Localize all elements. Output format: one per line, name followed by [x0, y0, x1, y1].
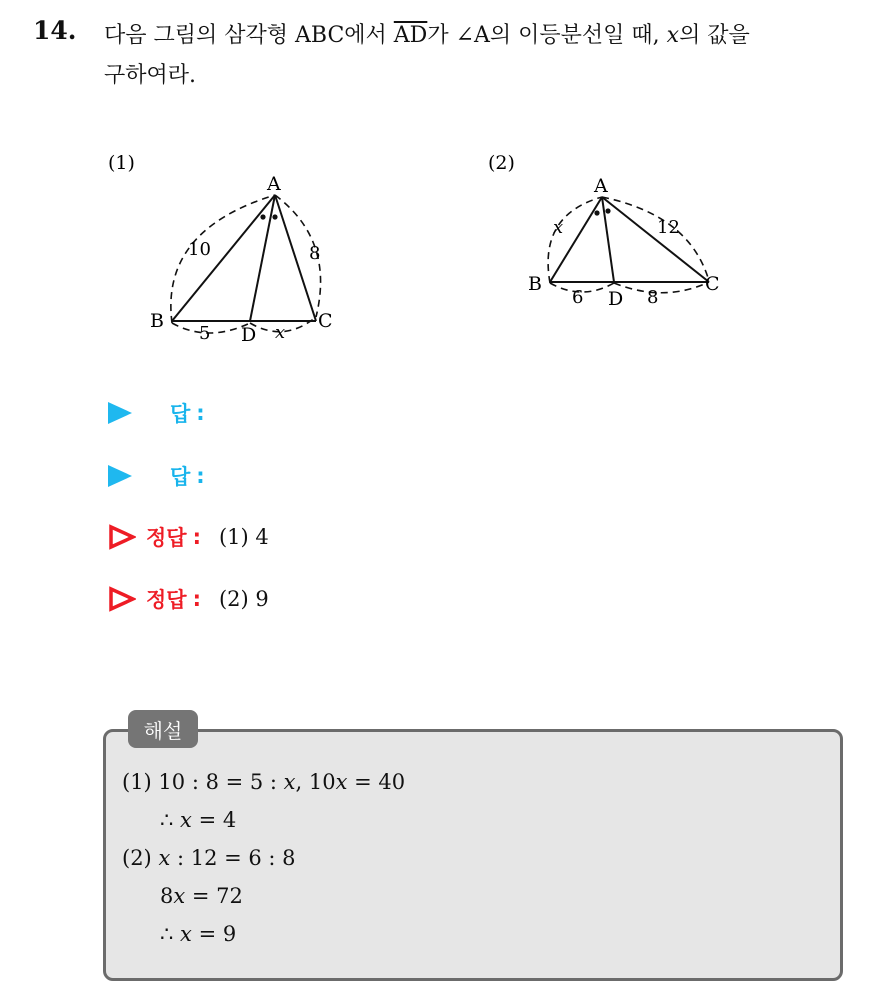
- outline-arrow-icon: [108, 524, 136, 550]
- question-text-b: 가 ∠A의 이등분선일 때,: [427, 23, 667, 48]
- solution-text: : 12 = 6 : 8: [170, 846, 296, 870]
- answer-blank-1: [108, 395, 205, 431]
- angle-mark-3: [594, 210, 599, 215]
- solution-var: x: [180, 922, 192, 946]
- correct-label-2: 정답: [146, 588, 187, 612]
- vertex-b-1: B: [150, 310, 164, 332]
- length-dc-2: 8: [647, 287, 659, 308]
- length-ab-2: x: [553, 217, 564, 238]
- figure-2: [480, 145, 740, 319]
- solution-var: x: [335, 770, 348, 794]
- angle-mark-2: [272, 214, 277, 219]
- solution-text: , 10: [295, 770, 336, 794]
- vertex-c-1: C: [318, 310, 333, 332]
- solution-text: = 9: [191, 922, 237, 946]
- question-number: 14.: [33, 16, 77, 45]
- solution-tab: 해설: [128, 710, 198, 748]
- correct-colon-1: :: [192, 525, 201, 549]
- question-line-2: 구하여라.: [104, 63, 197, 88]
- length-ac-1: 8: [309, 243, 321, 264]
- outline-arrow-icon: [108, 586, 136, 612]
- correct-colon-2: :: [192, 587, 201, 611]
- length-ab-1: 10: [188, 239, 211, 260]
- angle-mark-1: [260, 214, 265, 219]
- length-bd-1: 5: [199, 323, 211, 344]
- vertex-a-1: A: [267, 173, 281, 195]
- answer-colon-1: :: [196, 401, 205, 425]
- correct-label-1: 정답: [146, 526, 187, 550]
- angle-mark-4: [605, 208, 610, 213]
- answer-label-2: 답: [170, 465, 191, 489]
- length-ac-2: 12: [657, 217, 680, 238]
- solution-line-5: [160, 922, 236, 946]
- arc-dc-2: [614, 282, 709, 293]
- solution-text: = 72: [185, 884, 243, 908]
- solution-text: 8: [160, 884, 174, 908]
- arc-bd: [172, 323, 250, 333]
- question-line-1: [104, 18, 750, 49]
- figure-2-label: (2): [488, 152, 515, 174]
- correct-value-2: (2) 9: [218, 587, 269, 611]
- triangle-diagram-2: [480, 145, 740, 315]
- solution-line-3: [122, 846, 296, 870]
- correct-answer-1: [108, 519, 269, 555]
- triangle-diagram-1: [100, 145, 360, 355]
- solution-line-2: [160, 808, 236, 832]
- therefore-symbol: ∴: [160, 922, 181, 946]
- side-ab-2: [550, 197, 602, 282]
- figure-1-label: (1): [108, 152, 135, 174]
- vertex-b-2: B: [528, 273, 542, 295]
- side-ac-2: [602, 197, 709, 282]
- solution-line-1: [122, 770, 405, 794]
- correct-value-1: (1) 4: [218, 525, 269, 549]
- segment-ad: $\overline{AD}$: [393, 23, 428, 48]
- correct-answer-2: [108, 581, 269, 617]
- solution-line-4: [160, 884, 243, 908]
- question-text-a: 다음 그림의 삼각형 ABC에서: [104, 23, 394, 48]
- solution-var: x: [180, 808, 192, 832]
- figure-1: [100, 145, 360, 359]
- solution-var: x: [158, 846, 171, 870]
- vertex-d-2: D: [608, 288, 624, 310]
- length-bd-2: 6: [572, 287, 584, 308]
- bisector-ad: [250, 195, 275, 321]
- vertex-d-1: D: [241, 324, 257, 346]
- vertex-c-2: C: [705, 273, 720, 295]
- answer-blank-2: [108, 458, 205, 494]
- answer-colon-2: :: [196, 464, 205, 488]
- question-text-c: 의 값을: [679, 23, 750, 48]
- play-arrow-icon: [108, 465, 132, 487]
- solution-text: = 4: [191, 808, 237, 832]
- therefore-symbol: ∴: [160, 808, 181, 832]
- solution-text: 10 : 8 = 5 :: [151, 770, 284, 794]
- answer-label-1: 답: [170, 402, 191, 426]
- solution-var: x: [283, 770, 296, 794]
- solution-var: x: [173, 884, 186, 908]
- play-arrow-icon: [108, 402, 132, 424]
- vertex-a-2: A: [594, 175, 608, 197]
- length-dc-1: x: [275, 322, 286, 343]
- question-variable: x: [666, 23, 680, 48]
- solution-text: = 40: [347, 770, 406, 794]
- solution-num-2: (2): [122, 846, 152, 870]
- solution-num-1: (1): [122, 770, 152, 794]
